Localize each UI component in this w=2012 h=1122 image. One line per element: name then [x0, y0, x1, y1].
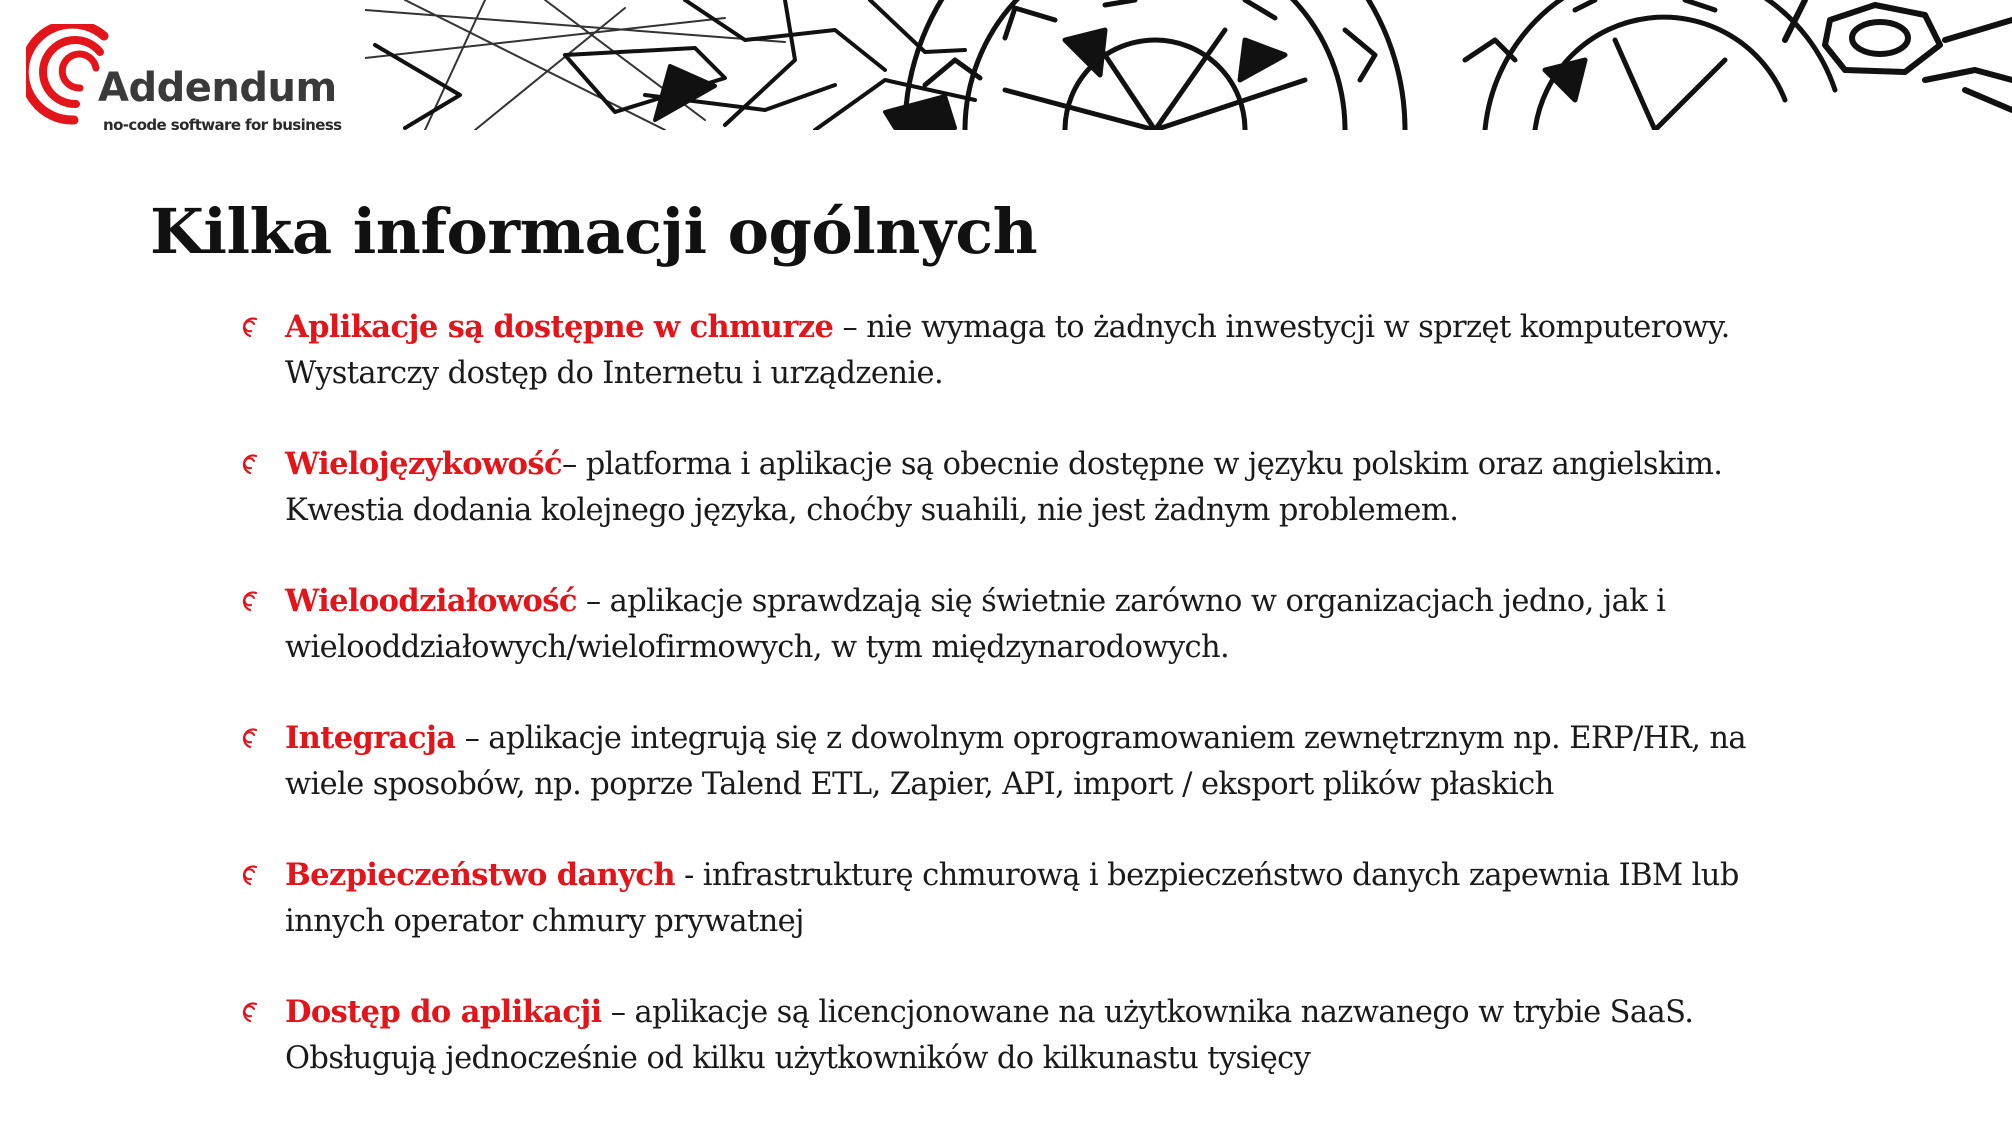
logo-name: Addendum: [98, 65, 337, 111]
bullet-line-2: Kwestia dodania kolejnego języka, choćby suahili, nie jest żadnym problemem.: [285, 493, 1459, 528]
list-item: [240, 441, 1960, 578]
list-item: [240, 852, 1960, 989]
list-item: [240, 578, 1960, 715]
bullet-line-1: [285, 441, 1960, 488]
addendum-logo[interactable]: [26, 24, 356, 136]
addendum-bullet-icon: [240, 453, 262, 475]
bullet-line-1: [285, 304, 1960, 351]
gears-banner-image: [365, 0, 2012, 130]
bullet-text: – nie wymaga to żadnych inwestycji w sprzęt komputerowy.: [833, 310, 1730, 345]
addendum-bullet-icon: [240, 727, 262, 749]
bullet-line-1: [285, 989, 1960, 1036]
logo-tagline: no-code software for business: [103, 116, 342, 134]
bullet-text: – platforma i aplikacje są obecnie dostępne w języku polskim oraz angielskim.: [561, 447, 1723, 482]
bullet-line-2: innych operator chmury prywatnej: [285, 904, 804, 939]
bullet-keyword: Wielojęzykowość: [285, 446, 562, 482]
page-title: Kilka informacji ogólnych: [150, 195, 1038, 268]
bullet-line-1: [285, 715, 1960, 762]
bullet-list: [240, 304, 1960, 1122]
list-item: [240, 989, 1960, 1122]
bullet-keyword: Aplikacje są dostępne w chmurze: [285, 309, 834, 345]
bullet-line-1: [285, 578, 1960, 625]
addendum-bullet-icon: [240, 1001, 262, 1023]
bullet-keyword: Integracja: [285, 720, 456, 756]
bullet-keyword: Wieloodziałowość: [285, 583, 577, 619]
bullet-line-1: [285, 852, 1960, 899]
bullet-text: - infrastrukturę chmurową i bezpieczeństwo danych zapewnia IBM lub: [674, 858, 1739, 893]
bullet-text: – aplikacje integrują się z dowolnym oprogramowaniem zewnętrznym np. ERP/HR, na: [455, 721, 1747, 756]
addendum-bullet-icon: [240, 316, 262, 338]
bullet-line-2: Obsługują jednocześnie od kilku użytkowników do kilkunastu tysięcy: [285, 1041, 1311, 1076]
bullet-line-2: Wystarczy dostęp do Internetu i urządzenie.: [285, 356, 944, 391]
bullet-keyword: Dostęp do aplikacji: [285, 994, 602, 1030]
addendum-bullet-icon: [240, 864, 262, 886]
list-item: [240, 715, 1960, 852]
bullet-keyword: Bezpieczeństwo danych: [285, 857, 675, 893]
bullet-text: – aplikacje są licencjonowane na użytkownika nazwanego w trybie SaaS.: [601, 995, 1694, 1030]
list-item: [240, 304, 1960, 441]
bullet-line-2: wiele sposobów, np. poprze Talend ETL, Zapier, API, import / eksport plików płaskich: [285, 767, 1554, 802]
addendum-bullet-icon: [240, 590, 262, 612]
bullet-text: – aplikacje sprawdzają się świetnie zarówno w organizacjach jedno, jak i: [576, 584, 1666, 619]
bullet-line-2: wielooddziałowych/wielofirmowych, w tym międzynarodowych.: [285, 630, 1230, 665]
